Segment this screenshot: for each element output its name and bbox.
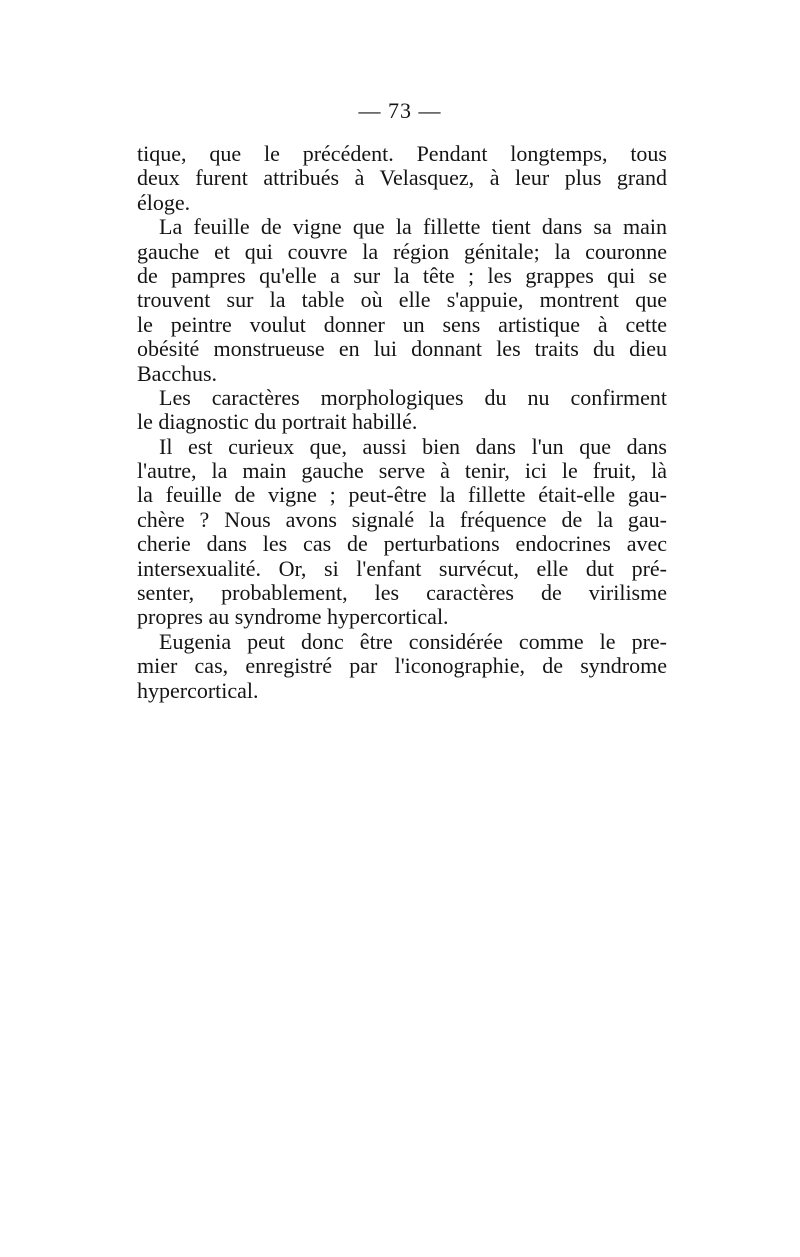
text-line: le peintre voulut donner un sens artistique à cette <box>137 311 667 337</box>
text-line: gauche et qui couvre la région génitale; la couronne <box>137 238 667 264</box>
text-line: Eugenia peut donc être considérée comme le pre- <box>159 628 667 654</box>
text-line: propres au syndrome hypercortical. <box>137 604 449 630</box>
text-line: l'autre, la main gauche serve à tenir, ici le fruit, là <box>137 458 667 484</box>
text-line: éloge. <box>137 189 191 215</box>
text-line: de pampres qu'elle a sur la tête ; les grappes qui se <box>137 262 667 288</box>
text-line: obésité monstrueuse en lui donnant les traits du dieu <box>137 336 667 362</box>
text-line: Bacchus. <box>137 360 218 386</box>
text-line: chère ? Nous avons signalé la fréquence de la gau- <box>137 506 667 532</box>
text-line: Les caractères morphologiques du nu confirment <box>159 384 667 410</box>
text-line: Il est curieux que, aussi bien dans l'un que dans <box>159 433 667 459</box>
text-line: cherie dans les cas de perturbations endocrines avec <box>137 531 667 557</box>
text-line: intersexualité. Or, si l'enfant survécut, elle dut pré- <box>137 555 667 581</box>
body-text <box>137 142 667 703</box>
text-line: tique, que le précédent. Pendant longtemps, tous <box>137 141 667 166</box>
text-line: le diagnostic du portrait habillé. <box>137 409 418 435</box>
text-line: la feuille de vigne ; peut-être la fillette était-elle gau- <box>137 482 667 508</box>
text-line: La feuille de vigne que la fillette tient dans sa main <box>159 214 667 240</box>
text-line: deux furent attribués à Velasquez, à leur plus grand <box>137 165 667 191</box>
text-line: trouvent sur la table où elle s'appuie, montrent que <box>137 287 667 313</box>
text-line: senter, probablement, les caractères de virilisme <box>137 580 667 606</box>
page-number: — 73 — <box>358 98 442 123</box>
text-line: hypercortical. <box>137 677 259 703</box>
text-line: mier cas, enregistré par l'iconographie, de syndrome <box>137 653 667 679</box>
